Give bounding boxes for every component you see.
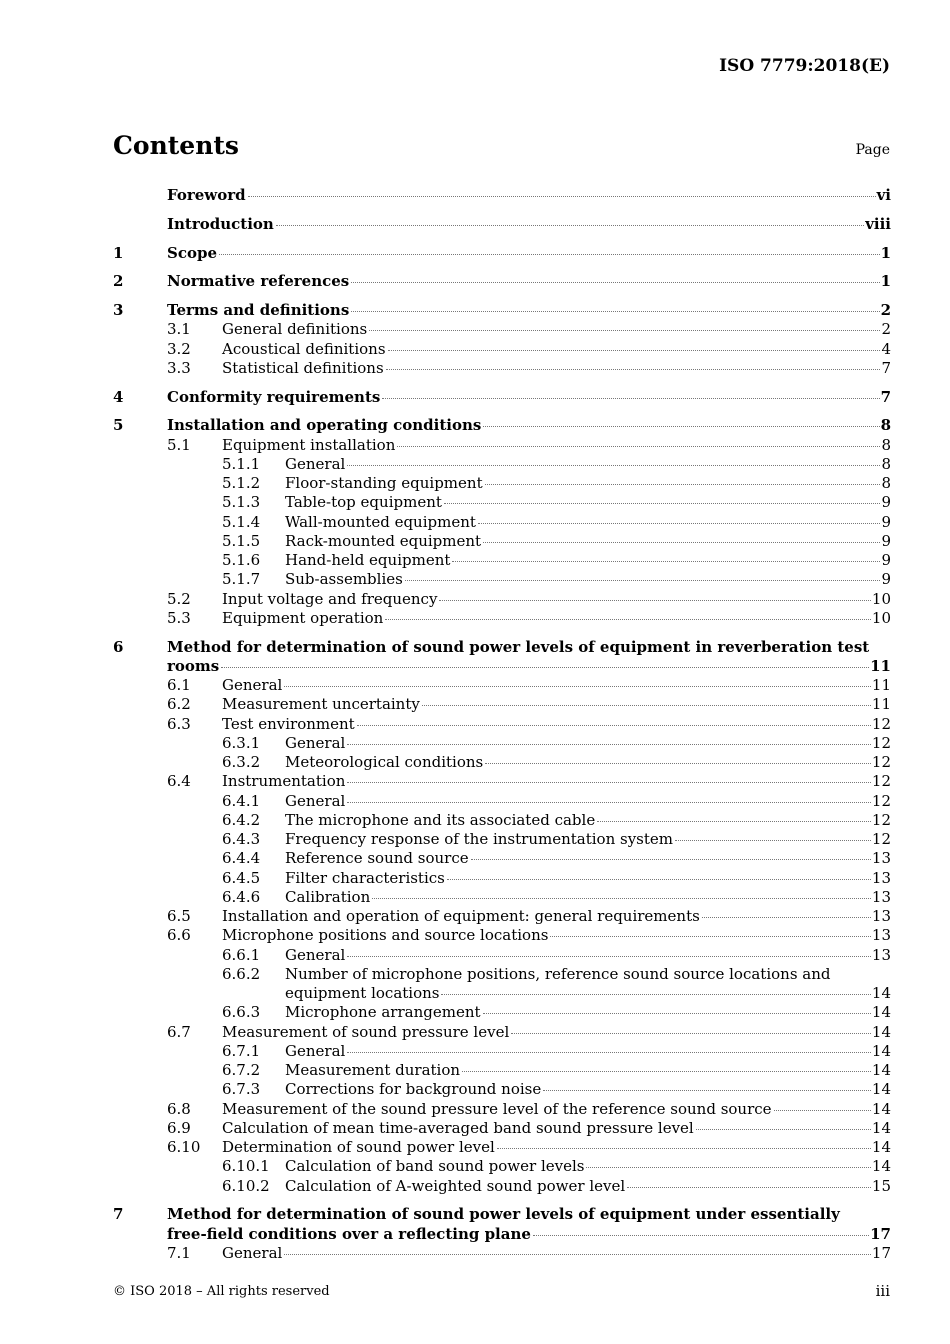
toc-entry-page: 8 (881, 435, 891, 454)
toc-entry[interactable] (113, 772, 891, 791)
dot-leader (441, 993, 870, 995)
toc-entry[interactable] (113, 811, 891, 830)
toc-entry[interactable] (113, 965, 891, 1004)
toc-entry-title: General (285, 791, 346, 810)
dot-leader (439, 599, 870, 601)
dot-leader (382, 397, 879, 399)
toc-entry-title: Frequency response of the instrumentation system (285, 830, 673, 848)
toc-entry[interactable] (113, 734, 891, 753)
toc-entry-number: 5.1.5 (222, 531, 261, 550)
toc-entry-page: 14 (871, 1099, 891, 1118)
toc-entry-page: 13 (871, 887, 891, 906)
toc-entry-number: 6.3 (167, 714, 191, 733)
toc-entry-number: 6.4.6 (222, 887, 261, 906)
toc-entry[interactable] (113, 888, 891, 907)
toc-entry[interactable] (113, 1042, 891, 1061)
toc-entry-number: 6.2 (167, 695, 191, 714)
toc-entry-number: 5.1.1 (222, 454, 261, 473)
dot-leader (543, 1089, 871, 1091)
toc-entry-page: 13 (871, 907, 891, 925)
toc-entry-number: 2 (113, 272, 124, 291)
toc-entry-number: 6.3.2 (222, 753, 261, 771)
dot-leader (248, 195, 876, 197)
toc-entry[interactable] (113, 1244, 891, 1263)
toc-entry-page: 14 (871, 1080, 891, 1099)
toc-entry-title: Scope (167, 243, 218, 262)
toc-entry-title: Wall-mounted equipment (285, 512, 476, 531)
toc-entry[interactable] (113, 474, 891, 493)
toc-entry-title: Measurement duration (285, 1061, 461, 1079)
dot-leader (774, 1109, 871, 1111)
toc-entry-number: 1 (113, 243, 124, 262)
toc-entry-number: 6.7 (167, 1022, 191, 1041)
toc-entry-title: General (285, 454, 346, 473)
toc-entry-page: 7 (881, 358, 891, 377)
dot-leader (497, 1147, 871, 1149)
toc-entry-page: 14 (871, 984, 891, 1002)
toc-entry-title: Filter characteristics (285, 868, 445, 887)
dot-leader (485, 762, 871, 764)
toc-entry-number: 7 (113, 1205, 124, 1224)
dot-leader (347, 743, 871, 745)
toc-entry-title: Method for determination of sound power levels of equipment under essentially (167, 1205, 840, 1224)
dot-leader (533, 1234, 869, 1236)
toc-entry[interactable] (113, 926, 891, 945)
toc-entry-number: 6.7.1 (222, 1041, 261, 1060)
toc-entry-number: 6.8 (167, 1099, 191, 1118)
dot-leader (627, 1186, 871, 1188)
toc-entry[interactable] (113, 830, 891, 849)
dot-leader (347, 464, 880, 466)
dot-leader (357, 724, 871, 726)
toc-entry-number: 5.1.2 (222, 474, 261, 492)
dot-leader (385, 618, 871, 620)
toc-entry-number: 3.3 (167, 358, 191, 377)
toc-entry[interactable] (113, 301, 891, 320)
toc-entry-page: 14 (871, 1022, 891, 1041)
toc-entry-title: General (222, 676, 283, 694)
toc-entry[interactable] (113, 907, 891, 926)
dot-leader (284, 685, 871, 687)
toc-entry-number: 6.6.1 (222, 945, 261, 964)
toc-entry-number: 6.6 (167, 926, 191, 945)
toc-entry-number: 5.3 (167, 608, 191, 627)
toc-entry[interactable] (113, 272, 891, 291)
toc-entry-title: Input voltage and frequency (222, 589, 438, 608)
toc-entry[interactable] (113, 570, 891, 589)
toc-entry-title: Normative references (167, 272, 350, 291)
toc-entry[interactable] (113, 436, 891, 455)
toc-entry[interactable] (113, 1205, 891, 1244)
toc-entry-title: Calculation of band sound power levels (285, 1157, 585, 1176)
toc-entry-title: Floor-standing equipment (285, 474, 483, 492)
toc-entry-page: 7 (880, 387, 891, 406)
toc-entry-title: General (222, 1243, 283, 1262)
toc-entry-title: Hand-held equipment (285, 551, 451, 569)
toc-entry-title: Terms and definitions (167, 301, 350, 319)
toc-entry[interactable] (113, 869, 891, 888)
toc-entry[interactable] (113, 1003, 891, 1022)
toc-entry-number: 6.6.3 (222, 1003, 261, 1022)
toc-entry-title: Measurement uncertainty (222, 695, 420, 714)
toc-entry[interactable] (113, 849, 891, 868)
toc-entry-page: 15 (871, 1176, 891, 1195)
toc-entry[interactable] (113, 1119, 891, 1138)
toc-entry[interactable] (113, 638, 891, 677)
toc-entry-title: Calculation of A-weighted sound power level (285, 1176, 626, 1195)
toc-entry-number: 3.1 (167, 320, 191, 339)
toc-entry-number: 6.6.2 (222, 964, 261, 983)
toc-entry-page: 12 (871, 772, 891, 791)
toc-entry-page: 12 (871, 810, 891, 829)
toc-entry-number: 6.10 (167, 1138, 201, 1156)
dot-leader (444, 502, 881, 504)
toc-entry-page: 9 (881, 551, 891, 569)
page-column-label: Page (855, 142, 890, 158)
toc-entry-title: Reference sound source (285, 849, 469, 868)
toc-entry-page: 11 (870, 656, 891, 675)
dot-leader (388, 349, 881, 351)
dot-leader (422, 704, 871, 706)
dot-leader (351, 281, 879, 283)
contents-title: Contents (113, 131, 240, 160)
toc-entry-page: 14 (871, 1041, 891, 1060)
toc-entry-page: 4 (881, 339, 891, 358)
toc-entry-title: Instrumentation (222, 772, 346, 791)
toc-entry-title: Equipment operation (222, 608, 384, 627)
toc-entry-title: Microphone positions and source locations (222, 926, 549, 945)
dot-leader (675, 839, 871, 841)
toc-entry-title: Measurement of sound pressure level (222, 1022, 510, 1041)
toc-entry[interactable] (113, 416, 891, 435)
toc-entry[interactable] (113, 753, 891, 772)
dot-leader (347, 781, 871, 783)
toc-entry[interactable] (113, 388, 891, 407)
toc-entry-page: viii (865, 214, 891, 233)
toc-entry-page: 13 (871, 945, 891, 964)
toc-entry-page: 12 (871, 753, 891, 771)
dot-leader (219, 253, 880, 255)
toc-entry-title: Meteorological conditions (285, 753, 484, 771)
table-of-contents (113, 186, 891, 1263)
dot-leader (372, 897, 871, 899)
dot-leader (447, 878, 871, 880)
toc-entry-number: 6.7.2 (222, 1061, 261, 1079)
toc-entry-title: Table-top equipment (285, 493, 442, 512)
toc-entry[interactable] (113, 609, 891, 628)
toc-entry-page: 2 (880, 301, 891, 319)
toc-entry-title: Corrections for background noise (285, 1080, 542, 1099)
dot-leader (347, 1051, 871, 1053)
dot-leader (369, 329, 880, 331)
dot-leader (405, 579, 881, 581)
toc-entry[interactable] (113, 340, 891, 359)
toc-entry-title: General (285, 733, 346, 752)
toc-entry-number: 5.1.3 (222, 493, 261, 512)
toc-entry-number: 3 (113, 301, 124, 319)
toc-entry-number: 5.1.4 (222, 512, 261, 531)
toc-entry[interactable] (113, 455, 891, 474)
dot-leader (276, 224, 864, 226)
dot-leader (483, 1012, 871, 1014)
toc-entry-number: 6.4.2 (222, 810, 261, 829)
toc-entry-title: General (285, 945, 346, 964)
toc-entry[interactable] (113, 513, 891, 532)
dot-leader (483, 425, 879, 427)
dot-leader (597, 820, 871, 822)
dot-leader (462, 1070, 871, 1072)
toc-entry-number: 6 (113, 637, 124, 656)
dot-leader (386, 368, 881, 370)
toc-entry-title: Sub-assemblies (285, 570, 403, 589)
toc-entry[interactable] (113, 1023, 891, 1042)
toc-entry[interactable] (113, 695, 891, 714)
toc-entry[interactable] (113, 715, 891, 734)
toc-entry[interactable] (113, 792, 891, 811)
toc-entry-number: 5.2 (167, 589, 191, 608)
toc-entry[interactable] (113, 493, 891, 512)
toc-entry[interactable] (113, 946, 891, 965)
dot-leader (586, 1166, 870, 1168)
toc-entry-title-continued: rooms (167, 656, 220, 675)
toc-entry-number: 6.9 (167, 1118, 191, 1137)
toc-entry[interactable] (113, 590, 891, 609)
toc-entry[interactable] (113, 551, 891, 570)
page-number: iii (875, 1282, 890, 1300)
toc-entry-title: Installation and operating conditions (167, 416, 482, 435)
toc-entry[interactable] (113, 215, 891, 234)
toc-entry-number: 6.4.1 (222, 791, 261, 810)
toc-entry-page: 13 (871, 926, 891, 945)
toc-entry[interactable] (113, 320, 891, 339)
dot-leader (485, 483, 881, 485)
toc-entry[interactable] (113, 186, 891, 205)
toc-entry-page: 17 (870, 1224, 891, 1243)
toc-entry-page: 8 (881, 454, 891, 473)
dot-leader (221, 666, 869, 668)
dot-leader (478, 522, 881, 524)
toc-entry-page: 14 (871, 1003, 891, 1022)
toc-entry-page: 9 (881, 512, 891, 531)
toc-entry-page: 10 (871, 589, 891, 608)
toc-entry-number: 5.1.6 (222, 551, 261, 569)
dot-leader (347, 955, 871, 957)
toc-entry-title: Foreword (167, 186, 246, 204)
toc-entry-number: 6.3.1 (222, 733, 261, 752)
toc-entry-title: Number of microphone positions, reference sound source locations and (285, 964, 831, 983)
dot-leader (696, 1128, 871, 1130)
toc-entry[interactable] (113, 1061, 891, 1080)
toc-entry-number: 6.5 (167, 907, 191, 925)
toc-entry-number: 3.2 (167, 339, 191, 358)
toc-entry-page: 11 (871, 676, 891, 694)
dot-leader (452, 560, 880, 562)
toc-entry-page: 8 (881, 474, 891, 492)
dot-leader (550, 935, 870, 937)
toc-entry-title: Installation and operation of equipment: general requirements (222, 907, 700, 925)
toc-entry-title: Method for determination of sound power levels of equipment in reverberation test (167, 637, 870, 656)
toc-entry-page: 1 (880, 272, 891, 291)
toc-entry-title-continued: equipment locations (285, 984, 440, 1002)
toc-entry-number: 7.1 (167, 1243, 191, 1262)
toc-entry-number: 4 (113, 387, 124, 406)
toc-entry-title: General (285, 1041, 346, 1060)
dot-leader (351, 310, 879, 312)
toc-entry-page: 8 (880, 416, 891, 435)
toc-entry-title: Conformity requirements (167, 387, 381, 406)
toc-entry-title: Acoustical definitions (222, 339, 386, 358)
toc-entry-page: 9 (881, 531, 891, 550)
dot-leader (702, 916, 871, 918)
toc-entry-page: 12 (871, 714, 891, 733)
document-id: ISO 7779:2018(E) (719, 56, 890, 76)
toc-entry-page: 1 (880, 243, 891, 262)
toc-entry-page: 9 (881, 493, 891, 512)
dot-leader (483, 541, 880, 543)
toc-entry[interactable] (113, 1157, 891, 1176)
toc-entry-page: 10 (871, 608, 891, 627)
toc-entry-page: 14 (871, 1138, 891, 1156)
dot-leader (397, 445, 880, 447)
toc-entry-title: Microphone arrangement (285, 1003, 481, 1022)
toc-entry-number: 6.7.3 (222, 1080, 261, 1099)
dot-leader (511, 1032, 871, 1034)
toc-entry[interactable] (113, 1177, 891, 1196)
toc-entry-number: 5.1 (167, 435, 191, 454)
toc-entry-page: 12 (871, 830, 891, 848)
toc-entry-number: 6.10.1 (222, 1157, 270, 1176)
toc-entry-page: 13 (871, 868, 891, 887)
dot-leader (347, 801, 871, 803)
toc-entry[interactable] (113, 676, 891, 695)
toc-entry[interactable] (113, 244, 891, 263)
toc-entry[interactable] (113, 359, 891, 378)
toc-entry-page: 13 (871, 849, 891, 868)
toc-entry-title: Rack-mounted equipment (285, 531, 482, 550)
toc-entry-page: 9 (881, 570, 891, 589)
toc-entry-page: 17 (871, 1243, 891, 1262)
toc-entry-page: 14 (871, 1061, 891, 1079)
toc-entry-number: 6.4.3 (222, 830, 261, 848)
toc-entry[interactable] (113, 1138, 891, 1157)
toc-entry-title-continued: free-field conditions over a reflecting plane (167, 1224, 531, 1243)
toc-entry-title: Measurement of the sound pressure level of the reference sound source (222, 1099, 772, 1118)
toc-entry-number: 6.10.2 (222, 1176, 270, 1195)
dot-leader (284, 1253, 871, 1255)
copyright-notice: © ISO 2018 – All rights reserved (113, 1284, 330, 1299)
toc-entry-title: Test environment (222, 714, 355, 733)
toc-entry-page: 2 (881, 320, 891, 339)
toc-entry-number: 6.1 (167, 676, 191, 694)
toc-entry-number: 6.4.4 (222, 849, 261, 868)
toc-entry-title: The microphone and its associated cable (285, 810, 596, 829)
toc-entry-page: 12 (871, 791, 891, 810)
toc-entry-title: General definitions (222, 320, 368, 339)
toc-entry-page: 11 (871, 695, 891, 714)
toc-entry-number: 6.4 (167, 772, 191, 791)
toc-entry[interactable] (113, 1100, 891, 1119)
toc-entry-title: Equipment installation (222, 435, 396, 454)
toc-entry-page: 14 (871, 1118, 891, 1137)
toc-entry-number: 5.1.7 (222, 570, 261, 589)
toc-entry-number: 6.4.5 (222, 868, 261, 887)
toc-entry-number: 5 (113, 416, 124, 435)
toc-entry-title: Calculation of mean time-averaged band sound pressure level (222, 1118, 694, 1137)
toc-entry-page: vi (876, 186, 891, 204)
toc-entry-title: Introduction (167, 214, 274, 233)
dot-leader (471, 858, 871, 860)
toc-entry-title: Calibration (285, 887, 371, 906)
toc-entry-page: 12 (871, 733, 891, 752)
toc-entry-title: Determination of sound power level (222, 1138, 495, 1156)
toc-entry[interactable] (113, 1080, 891, 1099)
toc-entry-title: Statistical definitions (222, 358, 384, 377)
toc-entry[interactable] (113, 532, 891, 551)
toc-entry-page: 14 (871, 1157, 891, 1176)
